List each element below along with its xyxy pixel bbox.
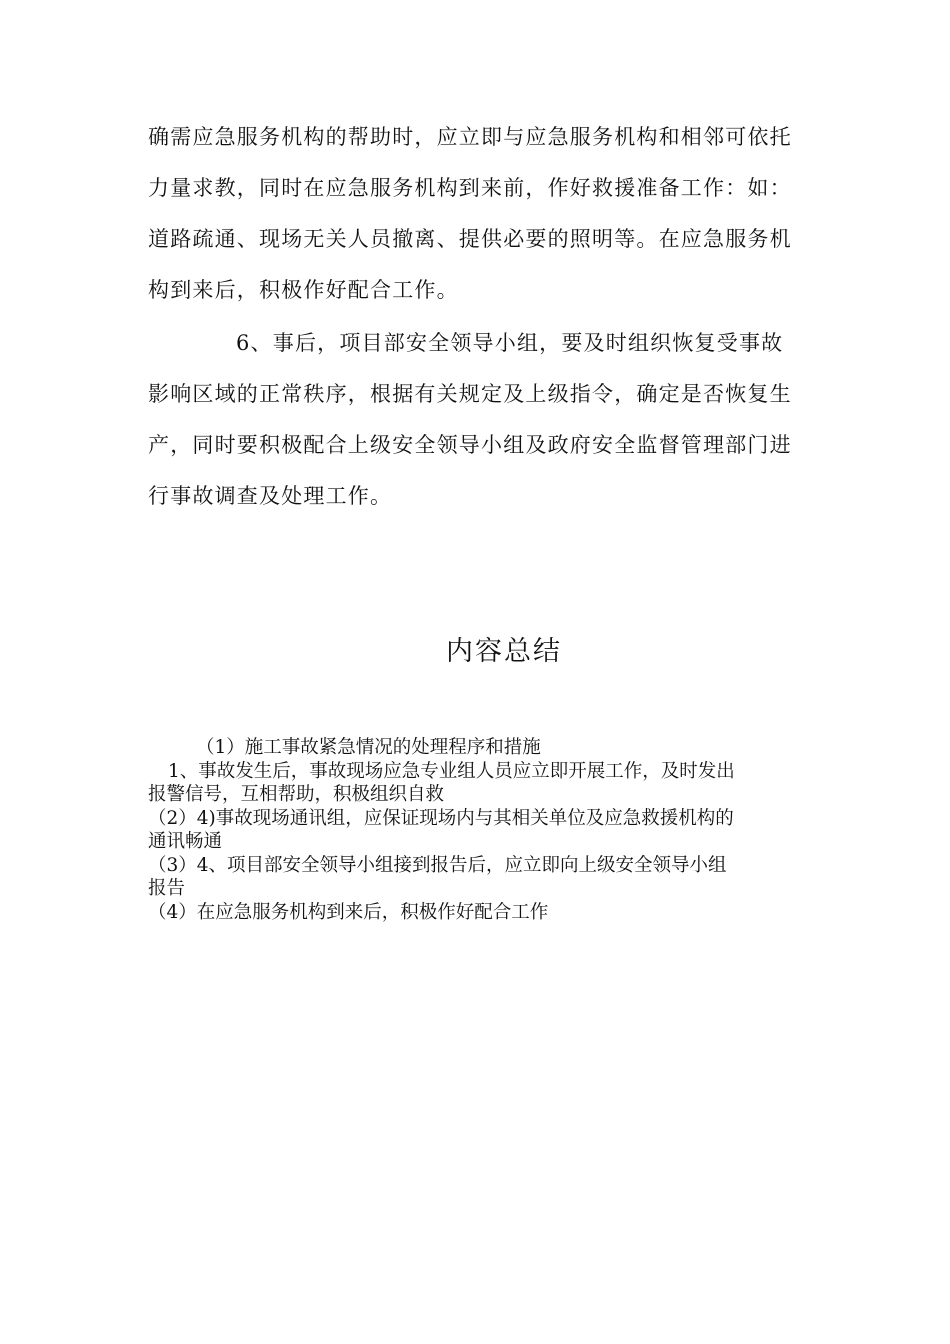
summary-line: （2）4)事故现场通讯组，应保证现场内与其相关单位及应急救援机构的 — [148, 807, 734, 829]
paragraph-line: 力量求教，同时在应急服务机构到来前，作好救援准备工作：如： — [148, 176, 792, 200]
summary-line: 报告 — [148, 878, 186, 899]
summary-line: （3）4、项目部安全领导小组接到报告后，应立即向上级安全领导小组 — [148, 854, 727, 876]
summary-line: （4）在应急服务机构到来后，积极作好配合工作 — [148, 901, 549, 923]
summary-line: 报警信号，互相帮助，积极组织自救 — [148, 784, 445, 805]
paragraph-line: 6、事后，项目部安全领导小组，要及时组织恢复受事故 — [236, 331, 784, 355]
paragraph-line: 道路疏通、现场无关人员撤离、提供必要的照明等。在应急服务机 — [148, 227, 792, 251]
paragraph-aftermath — [148, 318, 808, 522]
paragraph-line: 影响区域的正常秩序，根据有关规定及上级指令，确定是否恢复生 — [148, 382, 792, 406]
paragraph-line: 构到来后，积极作好配合工作。 — [148, 278, 459, 302]
paragraph-rescue-cooperation — [148, 112, 808, 316]
summary-line: 通讯畅通 — [148, 831, 223, 852]
summary-line: （1）施工事故紧急情况的处理程序和措施 — [196, 737, 541, 758]
paragraph-line: 行事故调查及处理工作。 — [148, 484, 393, 508]
paragraph-line: 确需应急服务机构的帮助时，应立即与应急服务机构和相邻可依托 — [148, 125, 792, 149]
paragraph-line: 产，同时要积极配合上级安全领导小组及政府安全监督管理部门进 — [148, 433, 792, 457]
summary-line: 1、事故发生后，事故现场应急专业组人员应立即开展工作，及时发出 — [168, 760, 735, 782]
summary-list — [148, 736, 808, 924]
summary-heading: 内容总结 — [446, 636, 562, 667]
